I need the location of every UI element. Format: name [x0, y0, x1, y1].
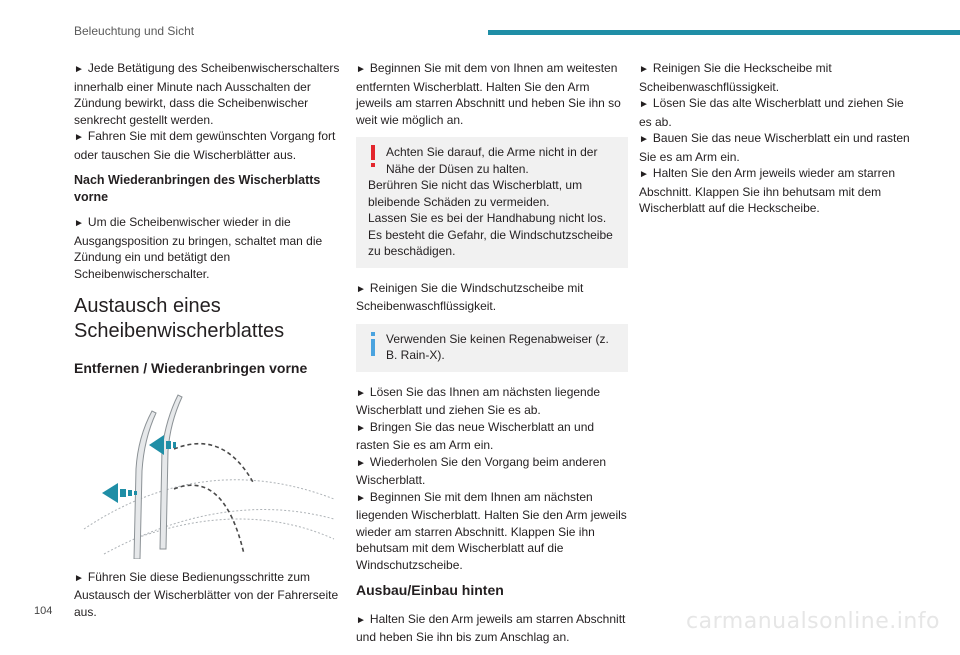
step-item: [356, 280, 628, 315]
step-group: [74, 60, 346, 163]
header-accent-bar: [488, 30, 960, 35]
wiper-illustration: [74, 389, 344, 559]
step-text: Beginnen Sie mit dem Ihnen am nächsten liegenden Wischerblatt. Halten Sie den Arm jeweils wieder am starren Abschnitt. Klappen Sie ihn behutsam mit dem Wischerblatt auf die Windschutzscheibe.: [356, 489, 627, 572]
step-text: Fahren Sie mit dem gewünschten Vorgang fort oder tauschen Sie die Wischerblätter aus.: [74, 129, 336, 162]
bullet-arrow-icon: ►: [74, 64, 84, 75]
column-right: [639, 60, 911, 226]
bullet-arrow-icon: ►: [356, 387, 366, 399]
subsection-title: Ausbau/Einbau hinten: [356, 582, 504, 598]
info-icon: [368, 332, 378, 358]
step-item: [356, 489, 628, 574]
bullet-arrow-icon: ►: [356, 422, 366, 434]
bullet-arrow-icon: ►: [356, 283, 366, 295]
step-text: Lösen Sie das alte Wischerblatt und ziehen Sie es ab.: [639, 96, 904, 129]
step-item: [74, 128, 346, 163]
section-title: [74, 294, 346, 344]
wiper-blade-right: [160, 395, 182, 549]
step-text: Jede Betätigung des Scheibenwischerschalters innerhalb einer Minute nach Ausschalten der Zündung bewirkt, dass die Scheibenwischer senkrecht gestellt werden.: [74, 61, 340, 127]
pull-arrow-icon: [102, 483, 137, 503]
step-item: [74, 214, 346, 282]
step-text: Reinigen Sie die Windschutzscheibe mit Scheibenwaschflüssigkeit.: [356, 280, 584, 313]
lift-arrow-icon: [149, 435, 176, 455]
info-text: Verwenden Sie keinen Regenabweiser (z. B. Rain-X).: [386, 331, 609, 362]
step-item: [639, 165, 911, 217]
step-item: [639, 130, 911, 165]
section-title-line: Austausch eines: [74, 295, 221, 317]
step-text: Bauen Sie das neue Wischerblatt ein und rasten Sie es am Arm ein.: [639, 131, 910, 164]
step-item: [356, 60, 628, 128]
page-number: 104: [34, 605, 53, 617]
info-box: [356, 324, 628, 372]
step-item: [356, 454, 628, 489]
step-item: [356, 611, 628, 646]
bullet-arrow-icon: ►: [74, 572, 84, 584]
bullet-arrow-icon: ►: [356, 457, 366, 469]
subheading: Nach Wiederanbringen des Wischerblatts vorne: [74, 173, 321, 204]
bullet-arrow-icon: ►: [639, 99, 649, 110]
running-header: Beleuchtung und Sicht: [74, 24, 195, 38]
warning-text: Berühren Sie nicht das Wischerblatt, um bleibende Schäden zu vermeiden.: [368, 178, 583, 209]
step-text: Um die Scheibenwischer wieder in die Ausgangsposition zu bringen, schaltet man die Zündung ein und betätigt den Scheibenwischerschalter.: [74, 215, 323, 281]
bullet-arrow-icon: ►: [356, 614, 366, 626]
step-text: Bringen Sie das neue Wischerblatt an und rasten Sie es am Arm ein.: [356, 419, 595, 452]
wiper-blade-left: [134, 411, 156, 559]
step-text: Halten Sie den Arm jeweils wieder am starren Abschnitt. Klappen Sie ihn behutsam mit dem Wischerblatt auf die Heckscheibe.: [639, 166, 896, 215]
subsection-title: Entfernen / Wiederanbringen vorne: [74, 360, 308, 376]
step-text: Führen Sie diese Bedienungsschritte zum Austausch der Wischerblätter von der Fahrerseite aus.: [74, 569, 339, 619]
bullet-arrow-icon: ►: [639, 169, 649, 180]
watermark: carmanualsonline.info: [686, 609, 940, 634]
column-left: [74, 60, 346, 629]
step-text: Halten Sie den Arm jeweils am starren Abschnitt und heben Sie ihn bis zum Anschlag an.: [356, 611, 626, 644]
step-item: [639, 95, 911, 130]
step-item: [74, 569, 346, 621]
warning-exclamation-icon: [368, 145, 378, 169]
warning-box: [356, 137, 628, 268]
step-group: [356, 384, 628, 574]
step-item: [639, 60, 911, 95]
warning-text: Achten Sie darauf, die Arme nicht in der Nähe der Düsen zu halten.: [386, 145, 598, 176]
bullet-arrow-icon: ►: [74, 218, 84, 229]
step-item: [356, 419, 628, 454]
bullet-arrow-icon: ►: [639, 134, 649, 145]
step-item: [74, 60, 346, 128]
step-group: [639, 60, 911, 217]
step-item: [356, 384, 628, 419]
step-text: Lösen Sie das Ihnen am nächsten liegende Wischerblatt und ziehen Sie es ab.: [356, 384, 601, 417]
bullet-arrow-icon: ►: [639, 64, 649, 75]
step-text: Wiederholen Sie den Vorgang beim anderen Wischerblatt.: [356, 454, 607, 487]
bullet-arrow-icon: ►: [74, 132, 84, 143]
column-middle: [356, 60, 628, 655]
bullet-arrow-icon: ►: [356, 64, 366, 75]
section-title-line: Scheibenwischerblattes: [74, 320, 285, 342]
warning-text: Lassen Sie es bei der Handhabung nicht los. Es besteht die Gefahr, die Windschutzscheibe zu beschädigen.: [368, 211, 613, 258]
step-text: Reinigen Sie die Heckscheibe mit Scheibenwaschflüssigkeit.: [639, 61, 832, 94]
step-text: Beginnen Sie mit dem von Ihnen am weitesten entfernten Wischerblatt. Halten Sie den Arm jeweils am starren Abschnitt und heben Sie ihn so weit wie möglich an.: [356, 61, 621, 127]
bullet-arrow-icon: ►: [356, 492, 366, 504]
